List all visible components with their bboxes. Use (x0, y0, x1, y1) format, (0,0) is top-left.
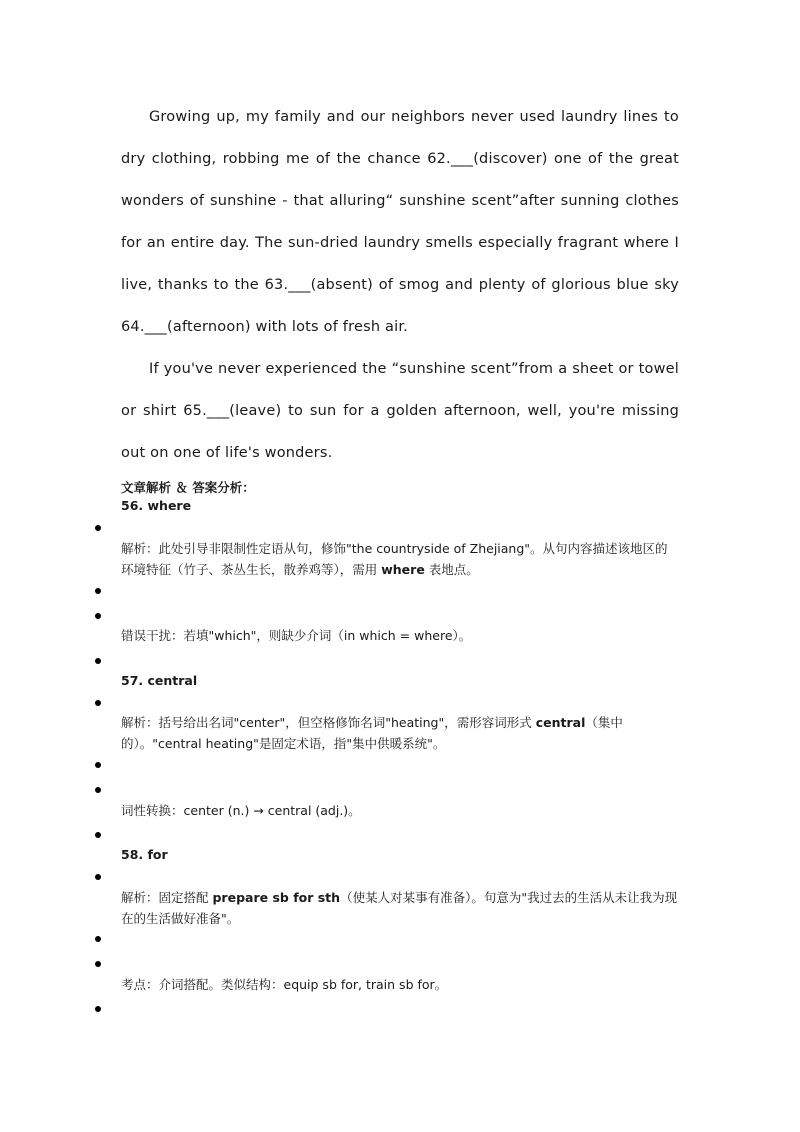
explanation-keyword: where (381, 562, 425, 577)
explanation-text: 解析：固定搭配 (121, 890, 213, 905)
answer-explanation-56 (121, 538, 679, 580)
bullet-marker (95, 588, 101, 594)
bullet-marker (95, 874, 101, 880)
explanation-text: 解析：括号给出名词"center"，但空格修饰名词"heating"，需形容词形式 (121, 715, 536, 730)
explanation-text: 表地点。 (424, 562, 479, 577)
bullet-marker (95, 961, 101, 967)
bullet-marker (95, 613, 101, 619)
explanation-keyword: prepare sb for sth (212, 890, 341, 905)
analysis-heading: 文章解析 ＆ 答案分析： (121, 480, 255, 495)
explanation-text: （集中的）。"central heating"是固定术语，指"集中供暖系统"。 (121, 715, 623, 751)
answer-note-57: 词性转换：center (n.) → central (adj.)。 (121, 803, 361, 818)
explanation-keyword: central (535, 715, 586, 730)
bullet-marker (95, 525, 101, 531)
bullet-marker (95, 936, 101, 942)
passage-paragraph-2: If you've never experienced the “sunshine scent”from a sheet or towel or shirt 65.___(leave) to sun for a golden afternoon, well, you're missing out on one of life's wonders. (121, 361, 679, 461)
answer-note-56: 错误干扰：若填"which"，则缺少介词（in which = where）。 (121, 628, 472, 643)
answer-explanation-58 (121, 887, 679, 929)
answer-note-58: 考点：介词搭配。类似结构：equip sb for, train sb for。 (121, 977, 448, 992)
answer-title-58: 58. for (121, 847, 168, 862)
answer-title-57: 57. central (121, 673, 198, 688)
bullet-marker (95, 787, 101, 793)
bullet-marker (95, 762, 101, 768)
bullet-marker (95, 700, 101, 706)
bullet-marker (95, 832, 101, 838)
bullet-marker (95, 1006, 101, 1012)
answer-title-56: 56. where (121, 498, 192, 513)
passage-paragraph-1: Growing up, my family and our neighbors never used laundry lines to dry clothing, robbing me of the chance 62.___(discover) one of the great wonders of sunshine - that alluring“ sunshine scent”after sunning clothes for an entire day. The sun-dried laundry smells especially fragrant where I live, thanks to the 63.___(absent) of smog and plenty of glorious blue sky 64.___(afternoon) with lots of fresh air. (121, 109, 679, 335)
explanation-text: （使某人对某事有准备）。句意为"我过去的生活从未让我为现在的生活做好准备"。 (121, 890, 678, 926)
explanation-text: 解析：此处引导非限制性定语从句，修饰"the countryside of Zhejiang"。从句内容描述该地区的环境特征（竹子、茶丛生长，散养鸡等），需用 (121, 541, 668, 577)
bullet-marker (95, 658, 101, 664)
answer-explanation-57 (121, 712, 679, 754)
